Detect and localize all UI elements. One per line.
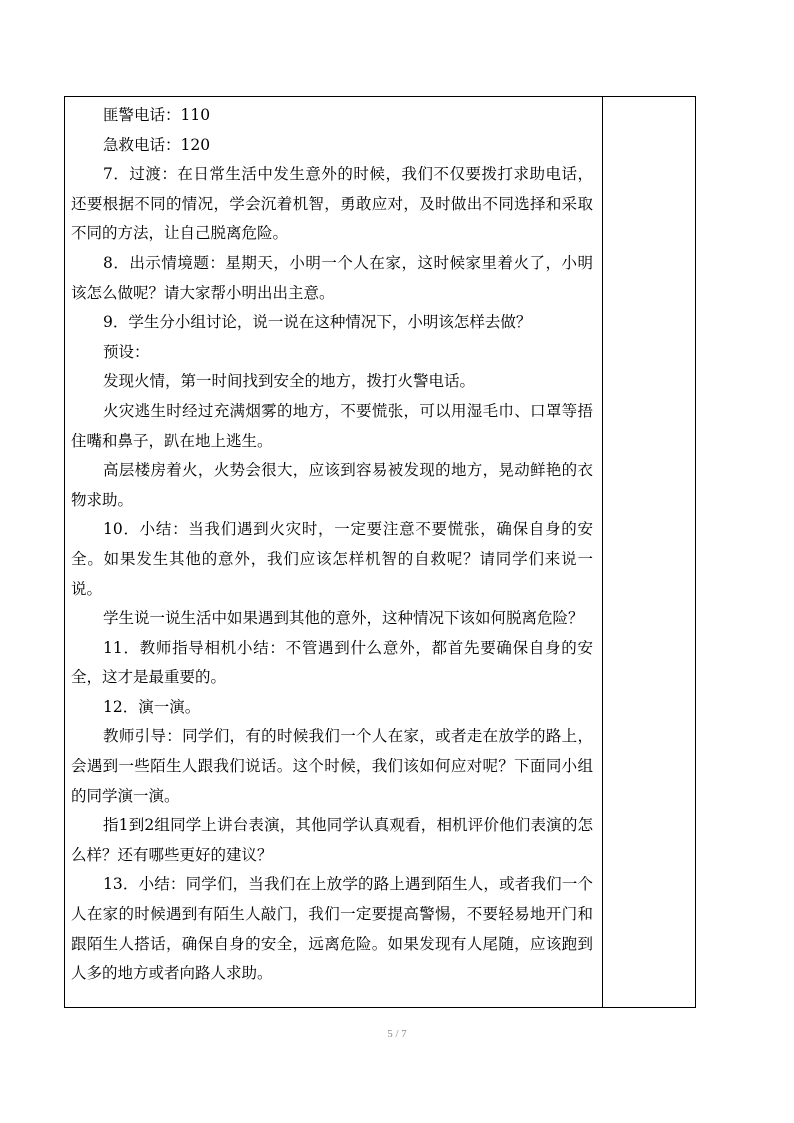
paragraph: 13．小结：同学们，当我们在上放学的路上遇到陌生人，或者我们一个人在家的时候遇到有陌生人敲门，我们一定要提高警惕，不要轻易地开门和跟陌生人搭话，确保自身的安全，远离危险。如果发现有人尾随，应该跑到人多的地方或者向路人求助。 — [71, 875, 593, 983]
paragraph: 教师引导：同学们，有的时候我们一个人在家，或者走在放学的路上，会遇到一些陌生人跟我们说话。这个时候，我们该如何应对呢？下面同小组的同学演一演。 — [71, 727, 593, 805]
paragraph: 10．小结：当我们遇到火灾时，一定要注意不要慌张，确保自身的安全。如果发生其他的意外，我们应该怎样机智的自救呢？请同学们来说一说。 — [71, 520, 593, 598]
notes-cell — [603, 97, 695, 1007]
paragraph: 9．学生分小组讨论，说一说在这种情况下，小明该怎样去做？ — [103, 313, 532, 332]
paragraph: 学生说一说生活中如果遇到其他的意外，这种情况下该如何脱离危险？ — [103, 609, 584, 628]
paragraph: 火灾逃生时经过充满烟雾的地方，不要慌张，可以用湿毛巾、口罩等捂住嘴和鼻子，趴在地上逃生。 — [71, 401, 593, 450]
lesson-content-cell — [71, 101, 593, 989]
paragraph: 发现火情，第一时间找到安全的地方，拨打火警电话。 — [103, 372, 476, 391]
paragraph: 预设： — [103, 342, 150, 361]
paragraph: 匪警电话：110 — [103, 106, 211, 124]
paragraph: 11．教师指导相机小结：不管遇到什么意外，都首先要确保自身的安全，这才是最重要的。 — [71, 638, 593, 687]
paragraph: 12．演一演。 — [103, 697, 201, 716]
paragraph: 高层楼房着火，火势会很大，应该到容易被发现的地方，晃动鲜艳的衣物求助。 — [71, 461, 593, 509]
lesson-plan-table — [64, 96, 696, 1008]
page-number: 5 / 7 — [387, 1028, 407, 1040]
paragraph: 7．过渡：在日常生活中发生意外的时候，我们不仅要拨打求助电话，还要根据不同的情况，学会沉着机智，勇敢应对，及时做出不同选择和采取不同的方法，让自己脱离危险。 — [71, 165, 593, 243]
paragraph: 指1到2组同学上讲台表演，其他同学认真观看，相机评价他们表演的怎么样？还有哪些更好的建议？ — [71, 816, 593, 864]
paragraph: 急救电话：120 — [103, 135, 211, 154]
paragraph: 8．出示情境题：星期天，小明一个人在家，这时候家里着火了，小明该怎么做呢？请大家帮小明出出主意。 — [71, 253, 593, 302]
